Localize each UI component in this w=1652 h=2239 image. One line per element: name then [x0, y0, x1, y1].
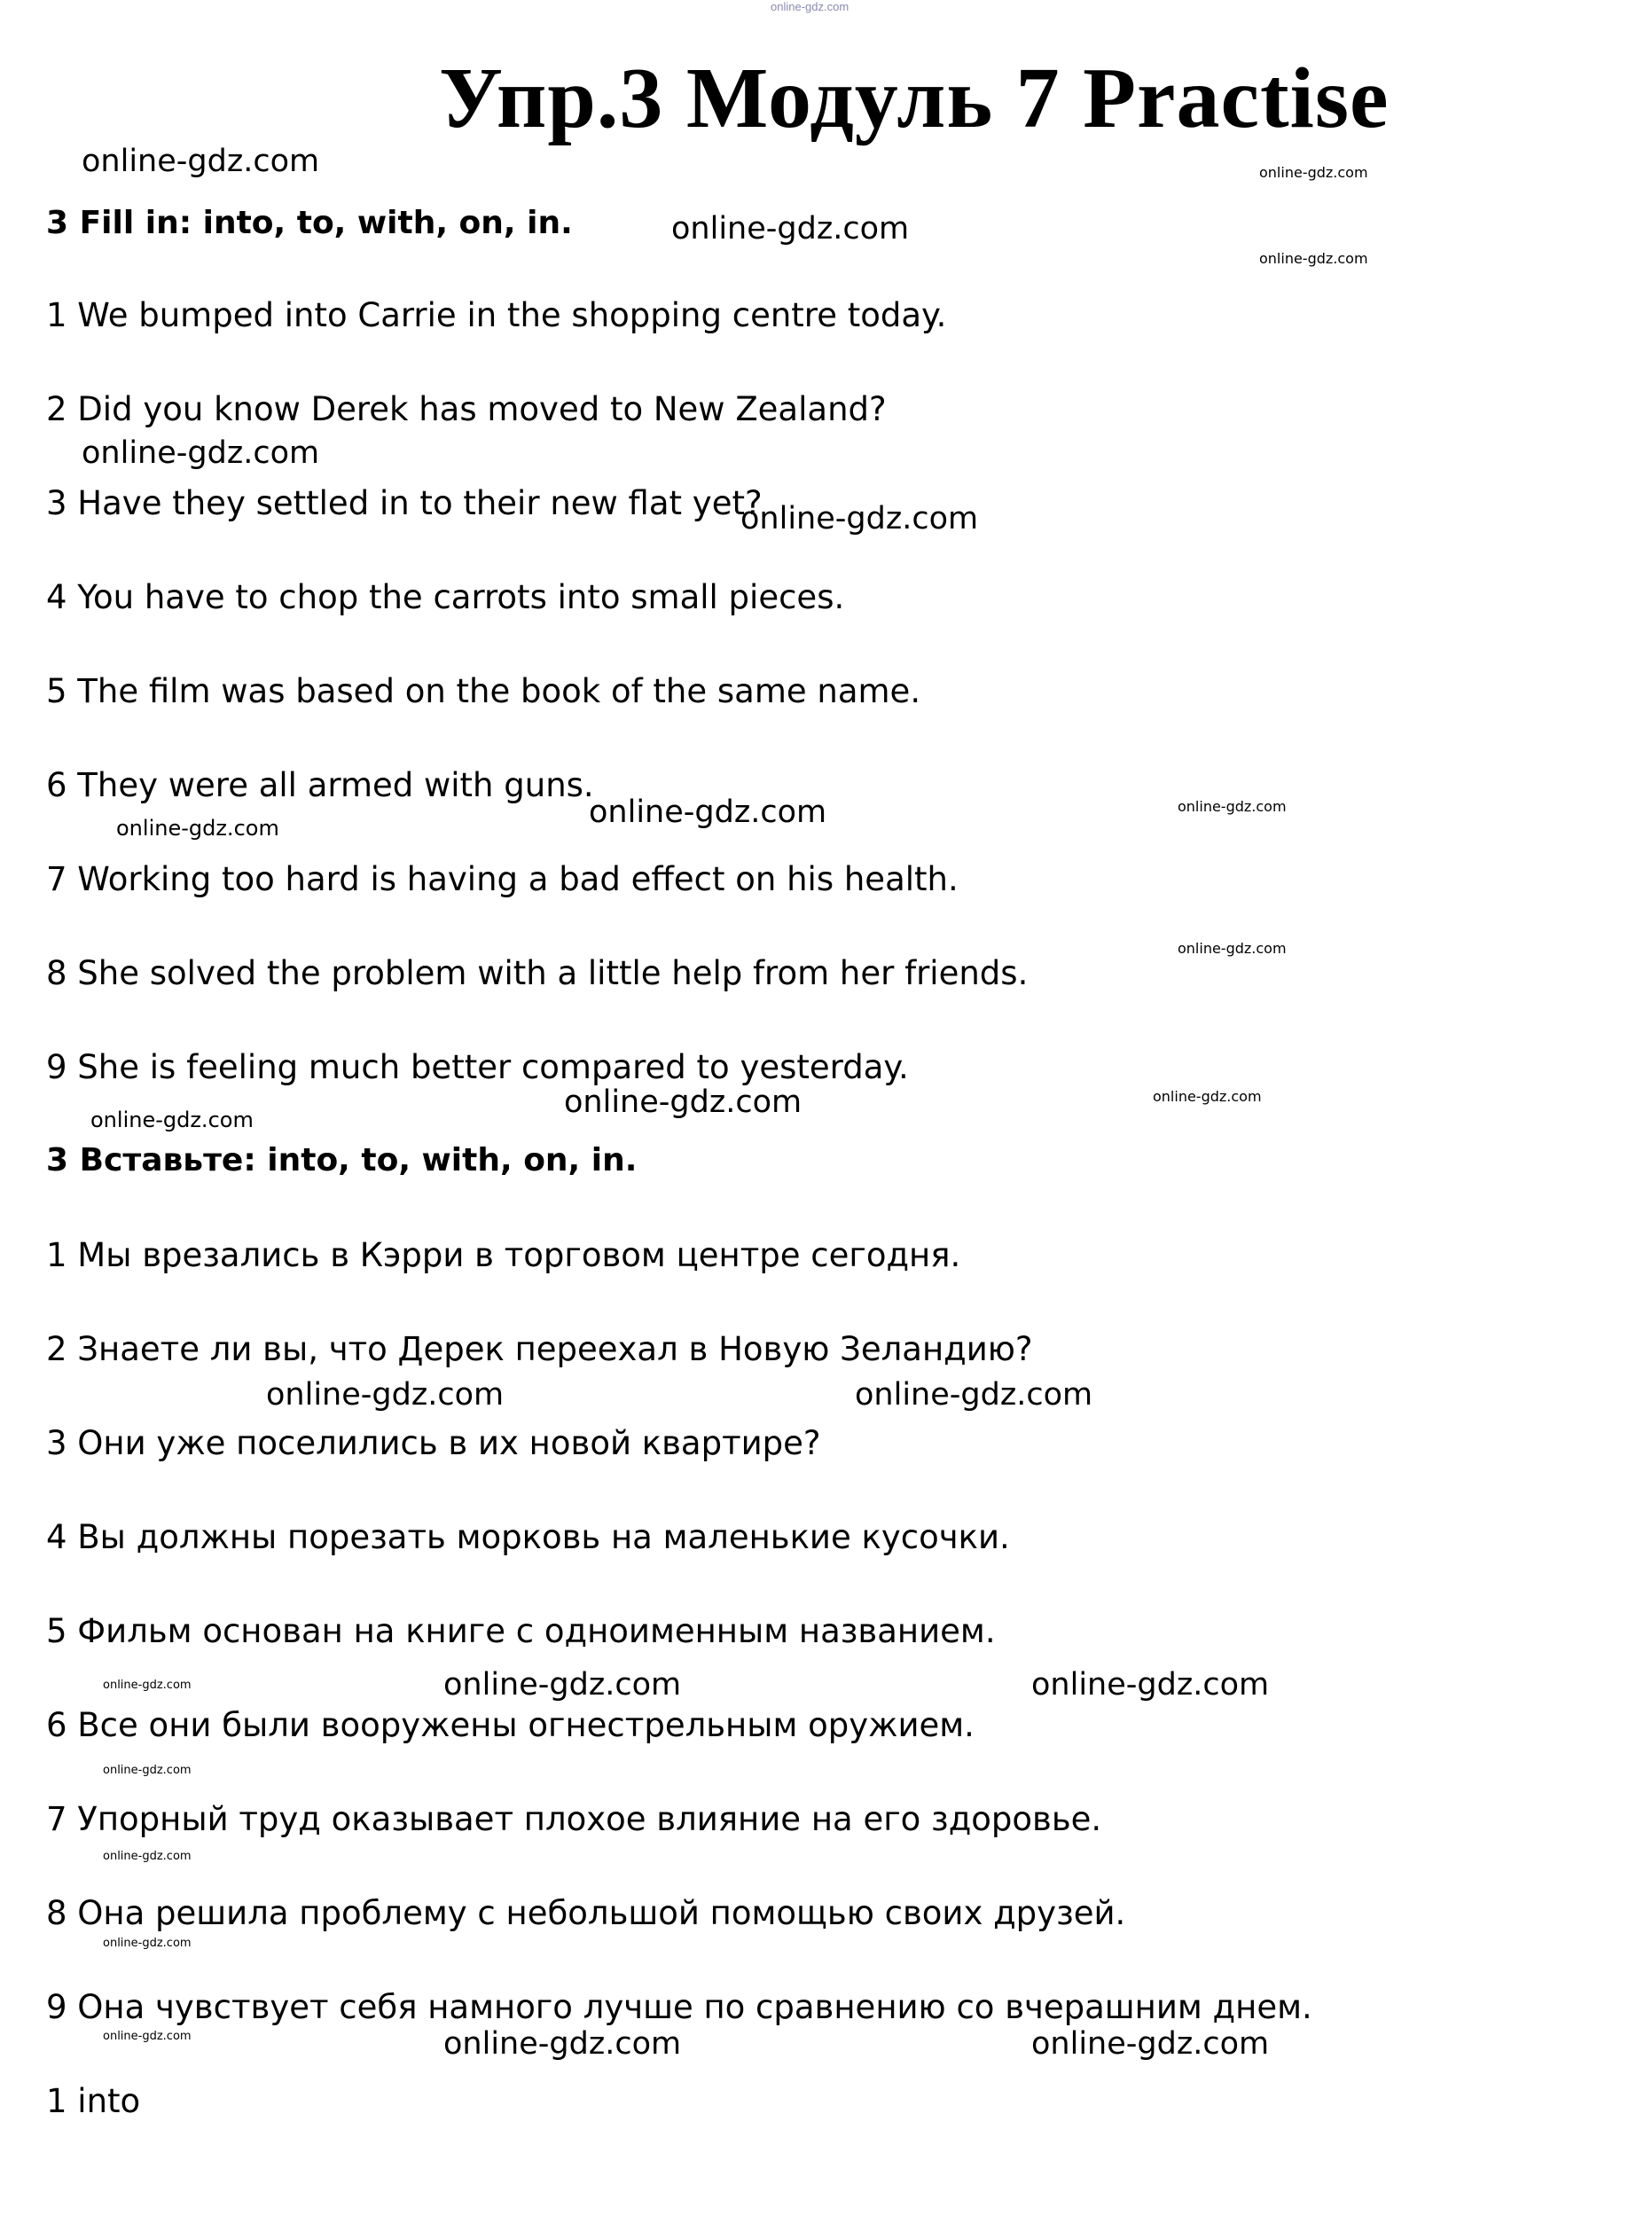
watermark: online-gdz.com [82, 435, 320, 471]
watermark: online-gdz.com [266, 1377, 505, 1413]
russian-line-5: 5 Фильм основан на книге с одноименным названием. [46, 1612, 996, 1650]
top-watermark: online-gdz.com [771, 0, 849, 13]
watermark: online-gdz.com [855, 1377, 1093, 1413]
russian-line-9: 9 Она чувствует себя намного лучше по сравнению со вчерашним днем. [46, 1988, 1312, 2026]
watermark: online-gdz.com [103, 1679, 192, 1692]
watermark: online-gdz.com [103, 1937, 192, 1950]
watermark: online-gdz.com [443, 2026, 682, 2062]
english-line-8: 8 She solved the problem with a little help from her friends. [46, 954, 1029, 992]
watermark: online-gdz.com [443, 1667, 682, 1703]
english-line-3: 3 Have they settled in to their new flat yet? [46, 484, 763, 522]
answer-line-1: 1 into [46, 2082, 141, 2120]
russian-line-4: 4 Вы должны порезать морковь на маленькие кусочки. [46, 1518, 1010, 1556]
watermark: online-gdz.com [1031, 2026, 1270, 2062]
english-line-7: 7 Working too hard is having a bad effect on his health. [46, 860, 959, 898]
russian-line-7: 7 Упорный труд оказывает плохое влияние на его здоровье. [46, 1800, 1102, 1838]
watermark: online-gdz.com [103, 1764, 192, 1777]
english-line-4: 4 You have to chop the carrots into small pieces. [46, 578, 845, 616]
english-line-2: 2 Did you know Derek has moved to New Zealand? [46, 390, 887, 428]
watermark: online-gdz.com [564, 1084, 803, 1120]
russian-line-1: 1 Мы врезались в Кэрри в торговом центре сегодня. [46, 1236, 961, 1274]
watermark: online-gdz.com [103, 1850, 192, 1863]
watermark: online-gdz.com [671, 211, 910, 247]
watermark: online-gdz.com [1178, 798, 1287, 815]
russian-line-3: 3 Они уже поселились в их новой квартире? [46, 1424, 821, 1462]
watermark: online-gdz.com [1259, 164, 1368, 181]
russian-line-8: 8 Она решила проблему с небольшой помощью своих друзей. [46, 1894, 1126, 1932]
english-line-9: 9 She is feeling much better compared to yesterday. [46, 1048, 909, 1086]
english-heading: 3 Fill in: into, to, with, on, in. [46, 205, 573, 241]
english-line-1: 1 We bumped into Carrie in the shopping centre today. [46, 296, 947, 334]
watermark: online-gdz.com [1259, 250, 1368, 267]
watermark: online-gdz.com [589, 795, 827, 830]
watermark: online-gdz.com [1178, 940, 1287, 957]
page-title: Упр.3 Модуль 7 Practise [439, 51, 1390, 146]
watermark: online-gdz.com [1031, 1667, 1270, 1703]
english-line-5: 5 The film was based on the book of the same name. [46, 672, 921, 710]
watermark: online-gdz.com [1153, 1088, 1262, 1105]
english-line-6: 6 They were all armed with guns. [46, 766, 594, 804]
watermark: online-gdz.com [740, 501, 979, 536]
russian-line-6: 6 Все они были вооружены огнестрельным оружием. [46, 1706, 975, 1744]
watermark: online-gdz.com [116, 816, 279, 841]
watermark: online-gdz.com [103, 2030, 192, 2043]
russian-line-2: 2 Знаете ли вы, что Дерек переехал в Новую Зеландию? [46, 1330, 1033, 1368]
russian-heading: 3 Вставьте: into, to, with, on, in. [46, 1142, 638, 1178]
watermark: online-gdz.com [82, 144, 320, 179]
watermark: online-gdz.com [90, 1108, 254, 1132]
